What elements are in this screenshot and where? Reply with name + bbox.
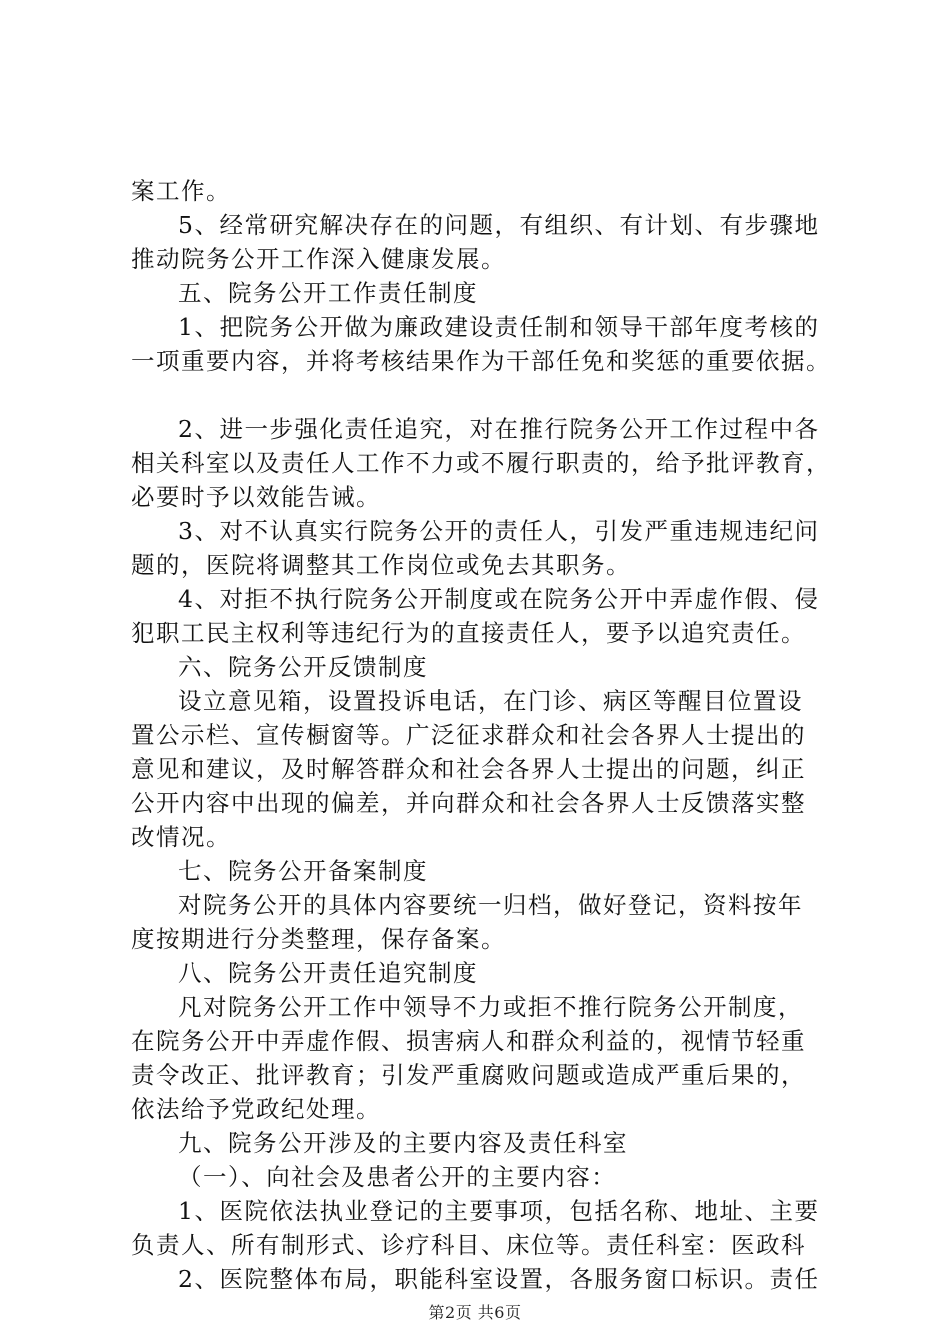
text-line: 案工作。	[131, 177, 231, 205]
text-line: 依法给予党政纪处理。	[131, 1095, 381, 1123]
text-line: 意见和建议，及时解答群众和社会各界人士提出的问题，纠正	[131, 755, 806, 783]
text-line: 必要时予以效能告诫。	[131, 483, 381, 511]
text-line: 负责人、所有制形式、诊疗科目、床位等。责任科室：医政科	[131, 1231, 806, 1259]
text-line: 5、经常研究解决存在的问题，有组织、有计划、有步骤地	[178, 211, 820, 239]
text-line: 改情况。	[131, 823, 231, 851]
text-line: 公开内容中出现的偏差，并向群众和社会各界人士反馈落实整	[131, 789, 806, 817]
text-line: 题的，医院将调整其工作岗位或免去其职务。	[131, 551, 631, 579]
text-line: 4、对拒不执行院务公开制度或在院务公开中弄虚作假、侵	[178, 585, 820, 613]
text-line: 在院务公开中弄虚作假、损害病人和群众利益的，视情节轻重	[131, 1027, 806, 1055]
text-line: 犯职工民主权利等违纪行为的直接责任人，要予以追究责任。	[131, 619, 806, 647]
text-line: 2、进一步强化责任追究，对在推行院务公开工作过程中各	[178, 415, 820, 443]
text-line: 凡对院务公开工作中领导不力或拒不推行院务公开制度，	[178, 993, 803, 1021]
text-line: 相关科室以及责任人工作不力或不履行职责的，给予批评教育，	[131, 449, 831, 477]
text-line: 1、把院务公开做为廉政建设责任制和领导干部年度考核的	[178, 313, 820, 341]
text-line: 度按期进行分类整理，保存备案。	[131, 925, 506, 953]
text-line: 一项重要内容，并将考核结果作为干部任免和奖惩的重要依据。	[131, 347, 831, 375]
text-line: 责令改正、批评教育；引发严重腐败问题或造成严重后果的，	[131, 1061, 806, 1089]
section-heading: 五、院务公开工作责任制度	[178, 279, 478, 307]
text-line: 置公示栏、宣传橱窗等。广泛征求群众和社会各界人士提出的	[131, 721, 806, 749]
text-line: 1、医院依法执业登记的主要事项，包括名称、地址、主要	[178, 1197, 820, 1225]
section-heading: 九、院务公开涉及的主要内容及责任科室	[178, 1129, 628, 1157]
text-line: 3、对不认真实行院务公开的责任人，引发严重违规违纪问	[178, 517, 820, 545]
text-line: 设立意见箱，设置投诉电话，在门诊、病区等醒目位置设	[178, 687, 803, 715]
text-line: 推动院务公开工作深入健康发展。	[131, 245, 506, 273]
section-heading: 七、院务公开备案制度	[178, 857, 428, 885]
section-heading: 六、院务公开反馈制度	[178, 653, 428, 681]
text-line: 对院务公开的具体内容要统一归档，做好登记，资料按年	[178, 891, 803, 919]
section-heading: 八、院务公开责任追究制度	[178, 959, 478, 987]
subsection-heading: （一）、向社会及患者公开的主要内容：	[178, 1163, 617, 1191]
page-number-footer: 第2页 共6页	[428, 1303, 522, 1322]
text-line: 2、医院整体布局，职能科室设置，各服务窗口标识。责任	[178, 1265, 820, 1293]
